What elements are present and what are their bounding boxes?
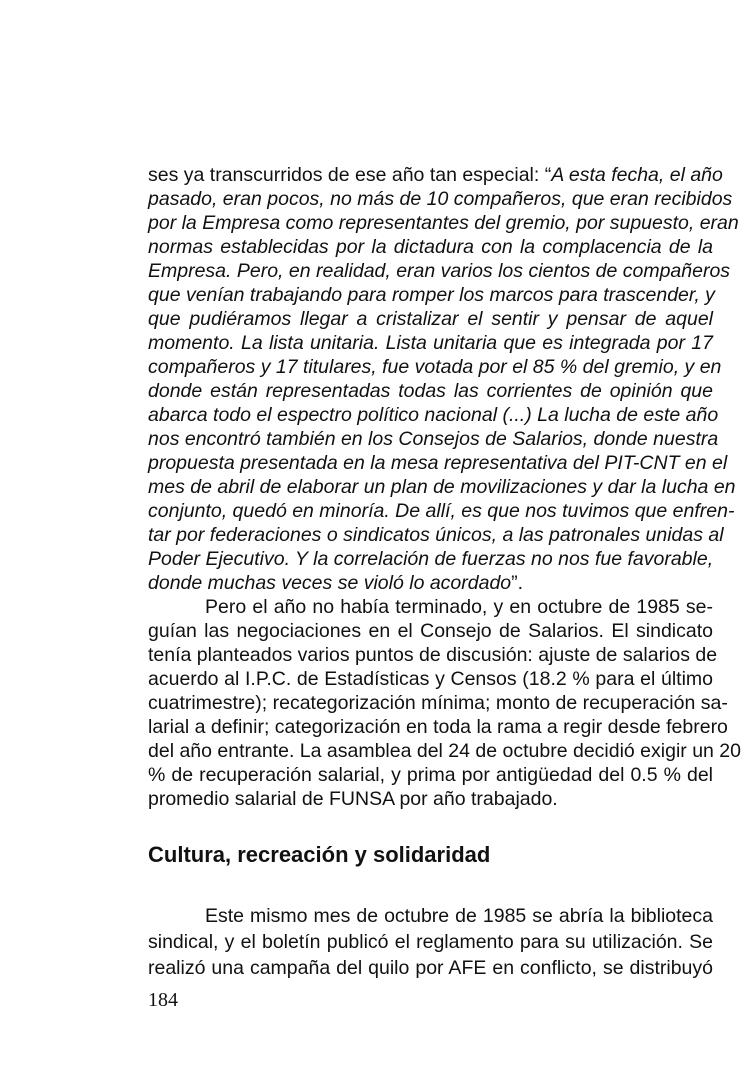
text-segment: promedio salarial de FUNSA por año trabajado. <box>148 788 558 810</box>
text-segment: Pero el año no había terminado, y en octubre de 1985 se- <box>205 596 713 618</box>
italic-quote-segment: Empresa. Pero, en realidad, eran varios los cientos de compañeros <box>148 260 731 282</box>
text-line <box>205 904 713 928</box>
text-line <box>148 355 722 379</box>
text-segment: Este mismo mes de octubre de 1985 se abría la biblioteca <box>205 905 713 927</box>
text-line <box>148 283 713 307</box>
italic-quote-segment: momento. La lista unitaria. Lista unitaria que es integrada por 17 <box>148 332 713 354</box>
italic-quote-segment: A esta fecha, el año <box>551 164 723 186</box>
italic-quote-segment: normas establecidas por la dictadura con la complacencia de la <box>148 236 713 258</box>
italic-quote-segment: conjunto, quedó en minoría. De allí, es que nos tuvimos que enfren- <box>148 500 735 522</box>
italic-quote-segment: donde están representadas todas las corrientes de opinión que <box>148 380 713 402</box>
italic-quote-segment: por la Empresa como representantes del gremio, por supuesto, eran <box>148 212 739 234</box>
text-segment: realizó una campaña del quilo por AFE en conflicto, se distribuyó <box>148 957 713 979</box>
text-segment: del año entrante. La asamblea del 24 de octubre decidió exigir un 20 <box>148 740 741 762</box>
text-line <box>148 547 713 571</box>
italic-quote-segment: pasado, eran pocos, no más de 10 compañeros, que eran recibidos <box>148 188 733 210</box>
text-line <box>148 427 719 451</box>
text-line <box>148 499 735 523</box>
text-segment: guían las negociaciones en el Consejo de Salarios. El sindicato <box>148 620 713 642</box>
text-line <box>148 619 713 643</box>
text-segment: larial a definir; categorización en toda la rama a regir desde febrero <box>148 716 728 738</box>
text-segment: ses ya transcurridos de ese año tan especial: “ <box>148 164 552 186</box>
italic-quote-segment: Poder Ejecutivo. Y la correlación de fuerzas no nos fue favorable, <box>148 548 714 570</box>
italic-quote-segment: tar por federaciones o sindicatos únicos, a las patronales unidas al <box>148 524 724 546</box>
italic-quote-segment: nos encontró también en los Consejos de Salarios, donde nuestra <box>148 428 719 450</box>
text-line <box>205 595 713 619</box>
text-line <box>148 691 728 715</box>
italic-quote-segment: mes de abril de elaborar un plan de movilizaciones y dar la lucha en <box>148 476 736 498</box>
page-number: 184 <box>148 989 178 1011</box>
italic-quote-segment: que pudiéramos llegar a cristalizar el sentir y pensar de aquel <box>148 308 713 330</box>
italic-quote-segment: donde muchas veces se violó lo acordado <box>148 572 512 594</box>
text-line <box>148 787 713 811</box>
text-line <box>148 930 713 954</box>
text-line <box>148 475 736 499</box>
text-line <box>148 715 728 739</box>
text-line <box>148 956 713 980</box>
text-segment: % de recuperación salarial, y prima por antigüedad del 0.5 % del <box>148 764 713 786</box>
text-line <box>148 307 713 331</box>
text-line <box>148 211 739 235</box>
text-line <box>148 403 719 427</box>
text-line <box>148 331 713 355</box>
text-segment: cuatrimestre); recategorización mínima; monto de recuperación sa- <box>148 692 728 714</box>
italic-quote-segment: compañeros y 17 titulares, fue votada por el 85 % del gremio, y en <box>148 356 722 378</box>
text-line <box>148 739 741 763</box>
italic-quote-segment: abarca todo el espectro político nacional (...) La lucha de este año <box>148 404 719 426</box>
text-segment: acuerdo al I.P.C. de Estadísticas y Censos (18.2 % para el último <box>148 668 713 690</box>
text-line <box>148 523 724 547</box>
text-line <box>148 379 713 403</box>
text-line <box>148 643 718 667</box>
text-line <box>148 235 713 259</box>
text-segment: tenía planteados varios puntos de discusión: ajuste de salarios de <box>148 644 718 666</box>
text-line <box>148 163 723 187</box>
text-line <box>148 571 713 595</box>
italic-quote-segment: propuesta presentada en la mesa representativa del PIT-CNT en el <box>148 452 728 474</box>
text-line <box>148 451 728 475</box>
text-line <box>148 187 733 211</box>
text-segment: ”. <box>511 572 524 594</box>
section-heading: Cultura, recreación y solidaridad <box>148 842 491 867</box>
text-segment: sindical, y el boletín publicó el reglamento para su utilización. Se <box>148 931 713 953</box>
italic-quote-segment: que venían trabajando para romper los marcos para trascender, y <box>148 284 715 306</box>
text-line <box>148 259 731 283</box>
text-line <box>148 763 713 787</box>
text-line <box>148 667 713 691</box>
